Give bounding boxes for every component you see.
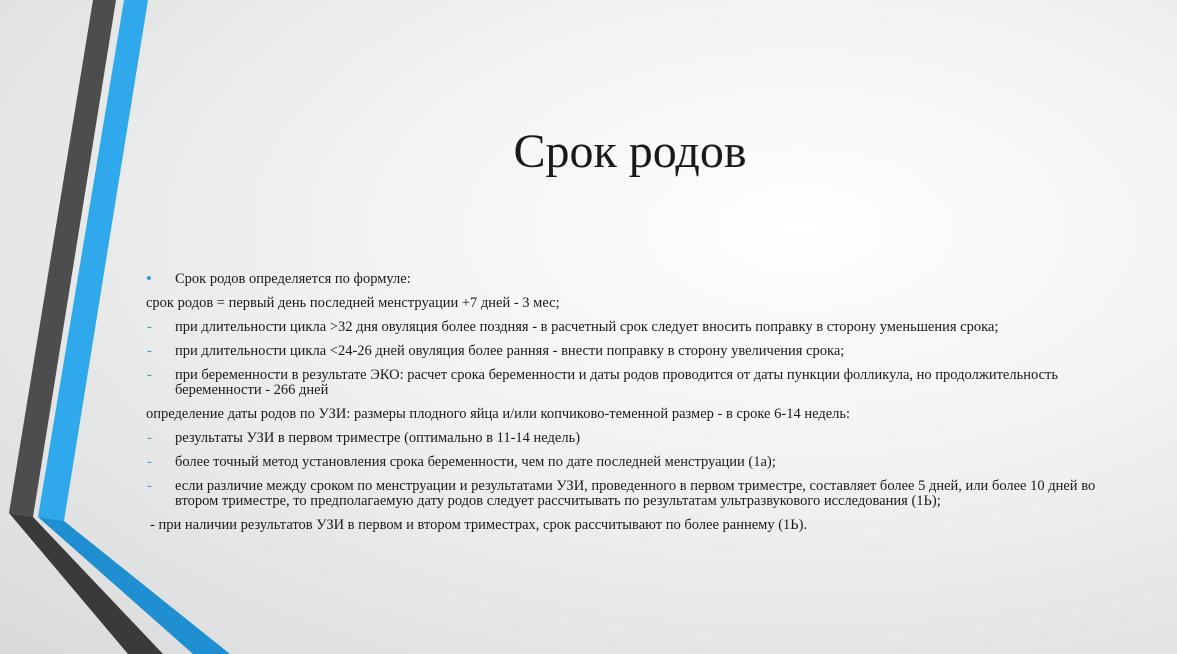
dash-marker: -	[147, 454, 152, 470]
dash-marker: -	[147, 478, 152, 494]
line-text: при длительности цикла <24-26 дней овуляция более ранняя - внести поправку в сторону увеличения срока;	[175, 343, 845, 359]
line-text: при длительности цикла >32 дня овуляция более поздняя - в расчетный срок следует вносить поправку в сторону уменьшения срока;	[175, 319, 999, 335]
dash-marker: -	[147, 430, 152, 446]
list-item	[146, 407, 1121, 422]
line-text: срок родов = первый день последней менструации +7 дней - 3 мес;	[146, 295, 560, 311]
list-item	[146, 344, 1121, 359]
line-text: при беременности в результате ЭКО: расчет срока беременности и даты родов проводится от даты пункции фолликула, но продолжительность беременности - 266 дней	[175, 367, 1058, 398]
list-item	[146, 269, 1121, 288]
line-text: более точный метод установления срока беременности, чем по дате последней менструации (1а);	[175, 454, 776, 470]
bullet-marker: •	[146, 269, 152, 288]
line-text: результаты УЗИ в первом триместре (оптимально в 11-14 недель)	[175, 430, 581, 446]
slide-body	[146, 269, 1121, 542]
line-text: Срок родов определяется по формуле:	[175, 271, 411, 287]
list-item	[146, 296, 1121, 311]
line-text: если различие между сроком по менструации и результатами УЗИ, проведенного в первом триместре, составляет более 5 дней, или более 10 дней во втором триместре, то предполагаемую дату родов следует рассчитывать по результатам ультразвукового исследования (1Ь);	[175, 478, 1096, 509]
list-item	[146, 431, 1121, 446]
dash-marker: -	[147, 343, 152, 359]
line-text: определение даты родов по УЗИ: размеры плодного яйца и/или копчиково-теменной размер - в сроке 6-14 недель:	[146, 406, 851, 422]
list-item	[146, 368, 1121, 398]
dash-marker: -	[147, 367, 152, 383]
dash-marker: -	[147, 319, 152, 335]
line-text: - при наличии результатов УЗИ в первом и втором триместрах, срок рассчитывают по более раннему (1Ь).	[150, 517, 808, 533]
list-item	[146, 518, 1121, 533]
list-item	[146, 479, 1121, 509]
list-item	[146, 455, 1121, 470]
slide-title: Срок родов	[513, 125, 747, 178]
list-item	[146, 320, 1121, 335]
